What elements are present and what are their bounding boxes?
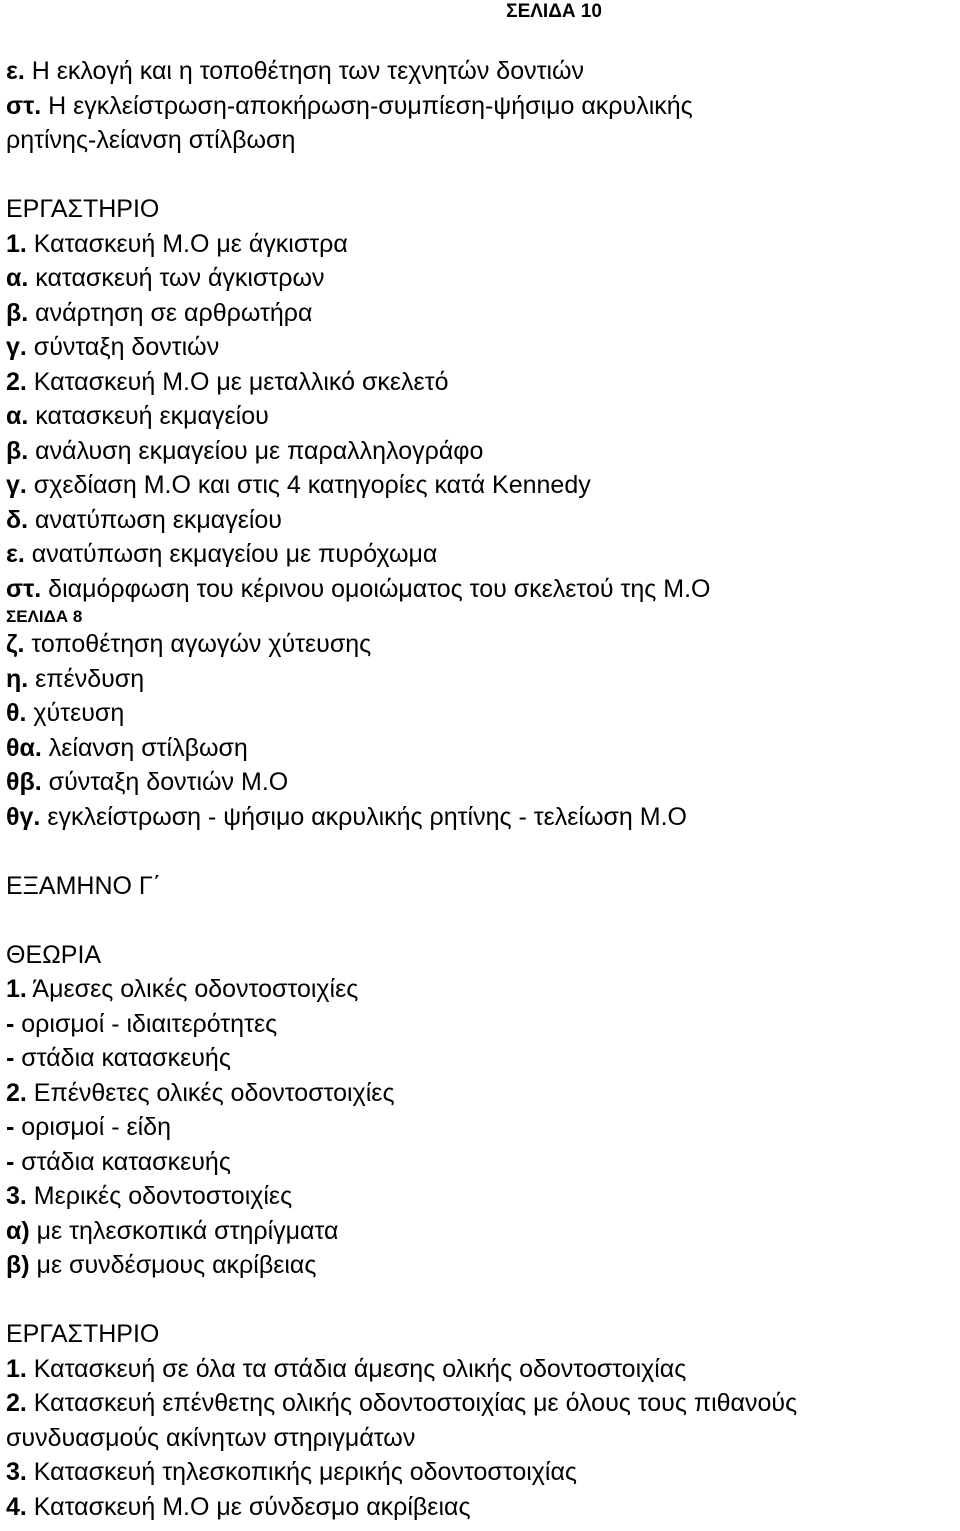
list-item <box>6 89 956 124</box>
section-title-theory: ΘΕΩΡΙΑ <box>6 940 102 969</box>
section-title-lab: ΕΡΓΑΣΤΗΡΙΟ <box>6 195 160 223</box>
item-marker: 2. <box>6 1389 27 1417</box>
section-title-lab: ΕΡΓΑΣΤΗΡΙΟ <box>6 1320 160 1348</box>
item-marker: 1. <box>6 229 27 258</box>
item-marker: ζ. <box>6 630 25 658</box>
item-marker: - <box>6 1113 15 1141</box>
list-item <box>6 765 956 800</box>
spacer <box>6 903 956 938</box>
item-marker: η. <box>6 664 29 693</box>
spacer <box>6 1283 956 1318</box>
item-text: κατασκευή των άγκιστρων <box>28 264 325 292</box>
item-marker: θα. <box>6 733 42 762</box>
theory-list <box>6 972 956 1283</box>
list-item <box>6 1007 956 1042</box>
list-item <box>6 365 956 400</box>
list-item <box>6 296 956 331</box>
list-item <box>6 434 956 469</box>
list-item <box>6 662 956 697</box>
item-marker: α. <box>6 402 29 430</box>
item-text: Κατασκευή σε όλα τα στάδια άμεσης ολικής οδοντοστοιχίας <box>26 1354 687 1383</box>
item-text: Κατασκευή Μ.Ο με άγκιστρα <box>26 229 348 258</box>
list-item <box>6 972 956 1007</box>
list-item <box>6 731 956 766</box>
list-item <box>6 1490 956 1525</box>
list-item-continuation <box>6 123 956 158</box>
item-text: συνδυασμούς ακίνητων στηριγμάτων <box>6 1423 416 1452</box>
item-text: Κατασκευή Μ.Ο με μεταλλικό σκελετό <box>26 367 449 396</box>
list-item <box>6 54 956 89</box>
lab-list <box>6 1352 956 1525</box>
item-marker: 1. <box>6 1354 27 1383</box>
list-item <box>6 1110 956 1145</box>
item-text: σύνταξη δοντιών <box>26 333 220 361</box>
item-marker: γ. <box>6 471 27 499</box>
list-item <box>6 1214 956 1249</box>
item-text: χύτευση <box>26 699 125 727</box>
list-item <box>6 468 956 503</box>
list-item <box>6 800 956 835</box>
document-body <box>6 54 956 1524</box>
item-marker: θγ. <box>6 802 41 831</box>
item-marker: β. <box>6 436 29 465</box>
item-text: τοποθέτηση αγωγών χύτευσης <box>24 630 372 658</box>
item-marker: - <box>6 1044 15 1072</box>
item-marker: 2. <box>6 367 27 396</box>
item-marker: ε. <box>6 540 25 568</box>
spacer <box>6 834 956 869</box>
item-text: Άμεσες ολικές οδοντοστοιχίες <box>26 975 359 1003</box>
list-item-continuation <box>6 1421 956 1456</box>
list-item <box>6 1386 956 1421</box>
list-item <box>6 1041 956 1076</box>
spacer <box>6 158 956 193</box>
item-text: ορισμοί - είδη <box>14 1113 171 1141</box>
item-text: ορισμοί - ιδιαιτερότητες <box>14 1009 278 1038</box>
item-marker: α. <box>6 264 29 292</box>
item-marker: γ. <box>6 333 27 361</box>
item-text: ανάρτηση σε αρθρωτήρα <box>28 298 313 327</box>
list-item <box>6 1248 956 1283</box>
item-text: Κατασκευή Μ.Ο με σύνδεσμο ακρίβειας <box>26 1492 471 1521</box>
item-text: ανατύπωση εκμαγείου <box>28 505 282 534</box>
item-marker: - <box>6 1009 15 1038</box>
list-item <box>6 399 956 434</box>
item-text: Η εκλογή και η τοποθέτηση των τεχνητών δοντιών <box>24 57 585 85</box>
list-item <box>6 1076 956 1111</box>
item-marker: στ. <box>6 91 42 120</box>
list-item <box>6 572 956 607</box>
item-text: λείανση στίλβωση <box>41 733 248 762</box>
item-marker: 3. <box>6 1458 27 1486</box>
item-text: με συνδέσμους ακρίβειας <box>29 1251 317 1279</box>
page-number-header: ΣΕΛΙΔΑ 10 <box>506 1 602 22</box>
item-marker: 4. <box>6 1492 27 1521</box>
item-marker: 2. <box>6 1078 27 1107</box>
item-marker: β) <box>6 1251 30 1279</box>
list-item <box>6 261 956 296</box>
page-break-label: ΣΕΛΙΔΑ 8 <box>6 607 83 626</box>
item-text: διαμόρφωση του κέρινου ομοιώματος του σκελετού της Μ.Ο <box>41 574 711 603</box>
item-text: κατασκευή εκμαγείου <box>28 402 269 430</box>
list-item <box>6 503 956 538</box>
list-item <box>6 696 956 731</box>
list-item <box>6 1179 956 1214</box>
item-marker: θ. <box>6 699 27 727</box>
item-text: σύνταξη δοντιών Μ.Ο <box>41 768 289 796</box>
item-marker: δ. <box>6 505 29 534</box>
item-marker: 3. <box>6 1182 27 1210</box>
lab-list <box>6 227 956 835</box>
top-list <box>6 54 956 158</box>
list-item <box>6 227 956 262</box>
item-text: Κατασκευή τηλεσκοπικής μερικής οδοντοστοιχίας <box>26 1458 577 1486</box>
item-text: στάδια κατασκευής <box>14 1147 231 1176</box>
list-item <box>6 1145 956 1180</box>
item-marker: β. <box>6 298 29 327</box>
item-text: ανάλυση εκμαγείου με παραλληλογράφο <box>28 436 484 465</box>
item-text: ανατύπωση εκμαγείου με πυρόχωμα <box>24 540 438 568</box>
item-text: Μερικές οδοντοστοιχίες <box>26 1182 293 1210</box>
list-item <box>6 1352 956 1387</box>
item-text: στάδια κατασκευής <box>14 1044 231 1072</box>
item-text: Επένθετες ολικές οδοντοστοιχίες <box>26 1078 395 1107</box>
list-item <box>6 1455 956 1490</box>
item-text: ρητίνης-λείανση στίλβωση <box>6 126 296 154</box>
item-marker: α) <box>6 1216 30 1245</box>
list-item <box>6 627 956 662</box>
item-text: επένδυση <box>28 664 145 693</box>
list-item <box>6 330 956 365</box>
item-marker: στ. <box>6 574 42 603</box>
item-marker: - <box>6 1147 15 1176</box>
semester-title: ΕΞΑΜΗΝΟ Γ΄ <box>6 871 162 900</box>
item-text: Η εγκλείστρωση-αποκήρωση-συμπίεση-ψήσιμο ακρυλικής <box>41 91 693 120</box>
item-marker: 1. <box>6 975 27 1003</box>
item-text: με τηλεσκοπικά στηρίγματα <box>29 1216 339 1245</box>
item-marker: ε. <box>6 57 25 85</box>
list-item <box>6 537 956 572</box>
item-text: Κατασκευή επένθετης ολικής οδοντοστοιχίας με όλους τους πιθανούς <box>26 1389 798 1417</box>
item-marker: θβ. <box>6 768 42 796</box>
item-text: εγκλείστρωση - ψήσιμο ακρυλικής ρητίνης - τελείωση Μ.Ο <box>40 802 687 831</box>
item-text: σχεδίαση Μ.Ο και στις 4 κατηγορίες κατά Kennedy <box>26 471 591 499</box>
